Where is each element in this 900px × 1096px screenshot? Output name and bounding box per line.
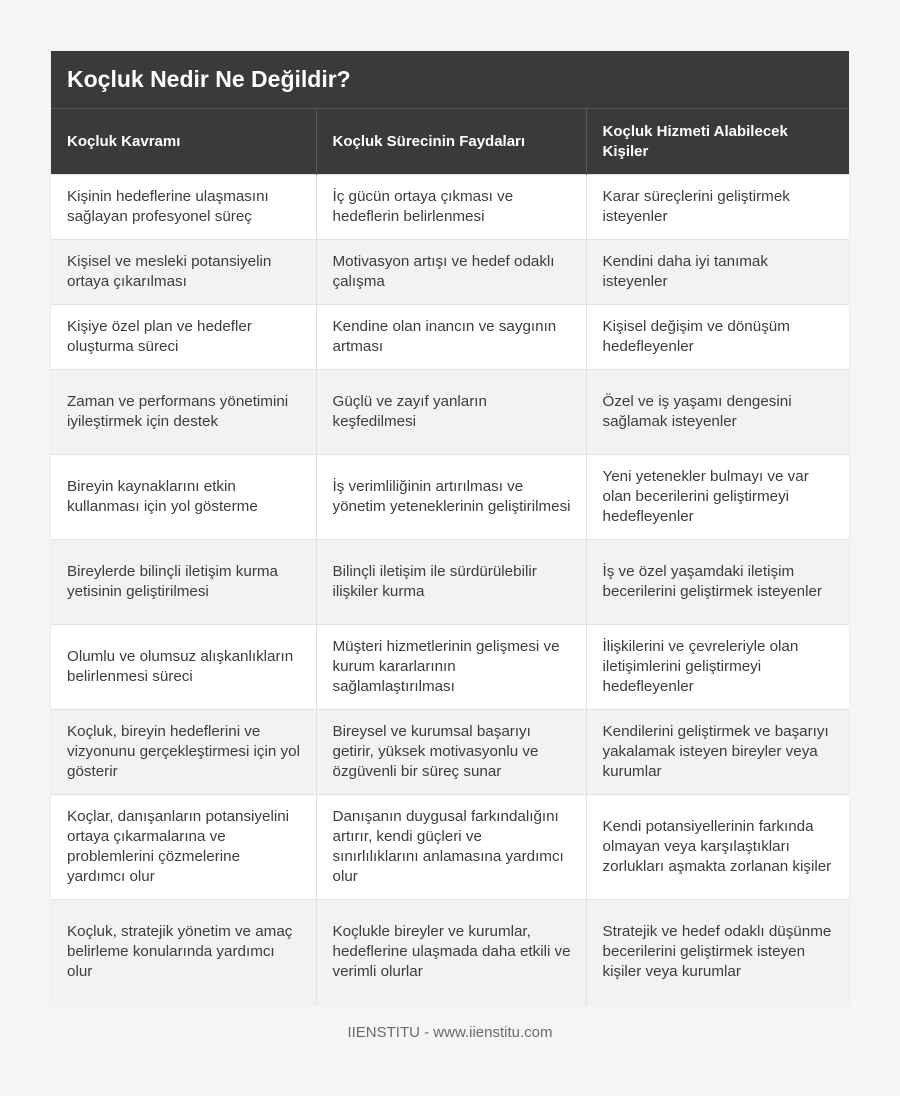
table-row bbox=[51, 540, 849, 625]
table-cell: Kendini daha iyi tanımak isteyenler bbox=[586, 240, 849, 305]
footer-credit: IIENSTITU - www.iienstitu.com bbox=[347, 1024, 553, 1041]
table-cell: Müşteri hizmetlerinin gelişmesi ve kurum kararlarının sağlamlaştırılması bbox=[316, 625, 586, 710]
table-row bbox=[51, 455, 849, 540]
column-header: Koçluk Kavramı bbox=[51, 109, 316, 175]
table-cell: İş ve özel yaşamdaki iletişim becerilerini geliştirmek isteyenler bbox=[586, 540, 849, 625]
table-cell: Karar süreçlerini geliştirmek isteyenler bbox=[586, 175, 849, 240]
column-header: Koçluk Sürecinin Faydaları bbox=[316, 109, 586, 175]
table-card bbox=[51, 51, 849, 1005]
table-row bbox=[51, 175, 849, 240]
table-row bbox=[51, 710, 849, 795]
table-cell: Kişisel ve mesleki potansiyelin ortaya çıkarılması bbox=[51, 240, 316, 305]
table-cell: Koçluk, bireyin hedeflerini ve vizyonunu gerçekleştirmesi için yol gösterir bbox=[51, 710, 316, 795]
table-cell: Bireysel ve kurumsal başarıyı getirir, yüksek motivasyonlu ve özgüvenli bir süreç sunar bbox=[316, 710, 586, 795]
table-cell: Koçluk, stratejik yönetim ve amaç belirleme konularında yardımcı olur bbox=[51, 900, 316, 1005]
table-cell: Danışanın duygusal farkındalığını artırır, kendi güçleri ve sınırlılıklarını anlamasına yardımcı olur bbox=[316, 795, 586, 900]
table-cell: Özel ve iş yaşamı dengesini sağlamak isteyenler bbox=[586, 370, 849, 455]
table-title: Koçluk Nedir Ne Değildir? bbox=[51, 51, 849, 109]
table-cell: Motivasyon artışı ve hedef odaklı çalışma bbox=[316, 240, 586, 305]
table-row bbox=[51, 370, 849, 455]
table-cell: Kişiye özel plan ve hedefler oluşturma süreci bbox=[51, 305, 316, 370]
table-cell: Güçlü ve zayıf yanların keşfedilmesi bbox=[316, 370, 586, 455]
table-row bbox=[51, 900, 849, 1005]
table-row bbox=[51, 795, 849, 900]
table-row bbox=[51, 240, 849, 305]
table-cell: Koçlar, danışanların potansiyelini ortaya çıkarmalarına ve problemlerini çözmelerine yardımcı olur bbox=[51, 795, 316, 900]
table-cell: Zaman ve performans yönetimini iyileştirmek için destek bbox=[51, 370, 316, 455]
table-row bbox=[51, 625, 849, 710]
table-cell: Kişisel değişim ve dönüşüm hedefleyenler bbox=[586, 305, 849, 370]
table-cell: İlişkilerini ve çevreleriyle olan iletişimlerini geliştirmeyi hedefleyenler bbox=[586, 625, 849, 710]
table-cell: Yeni yetenekler bulmayı ve var olan becerilerini geliştirmeyi hedefleyenler bbox=[586, 455, 849, 540]
table-cell: İş verimliliğinin artırılması ve yönetim yeteneklerinin geliştirilmesi bbox=[316, 455, 586, 540]
table-cell: Kendilerini geliştirmek ve başarıyı yakalamak isteyen bireyler veya kurumlar bbox=[586, 710, 849, 795]
table-cell: Bireylerde bilinçli iletişim kurma yetisinin geliştirilmesi bbox=[51, 540, 316, 625]
table-cell: İç gücün ortaya çıkması ve hedeflerin belirlenmesi bbox=[316, 175, 586, 240]
table-cell: Bilinçli iletişim ile sürdürülebilir ilişkiler kurma bbox=[316, 540, 586, 625]
table-cell: Kendi potansiyellerinin farkında olmayan veya karşılaştıkları zorlukları aşmakta zorlanan kişiler bbox=[586, 795, 849, 900]
table-cell: Koçlukle bireyler ve kurumlar, hedeflerine ulaşmada daha etkili ve verimli olurlar bbox=[316, 900, 586, 1005]
table-cell: Kişinin hedeflerine ulaşmasını sağlayan profesyonel süreç bbox=[51, 175, 316, 240]
coaching-table bbox=[51, 109, 849, 1005]
table-row bbox=[51, 305, 849, 370]
table-cell: Kendine olan inancın ve saygının artması bbox=[316, 305, 586, 370]
table-cell: Olumlu ve olumsuz alışkanlıkların belirlenmesi süreci bbox=[51, 625, 316, 710]
table-cell: Bireyin kaynaklarını etkin kullanması için yol gösterme bbox=[51, 455, 316, 540]
column-header: Koçluk Hizmeti Alabilecek Kişiler bbox=[586, 109, 849, 175]
table-cell: Stratejik ve hedef odaklı düşünme becerilerini geliştirmek isteyen kişiler veya kurumlar bbox=[586, 900, 849, 1005]
header-row bbox=[51, 109, 849, 175]
